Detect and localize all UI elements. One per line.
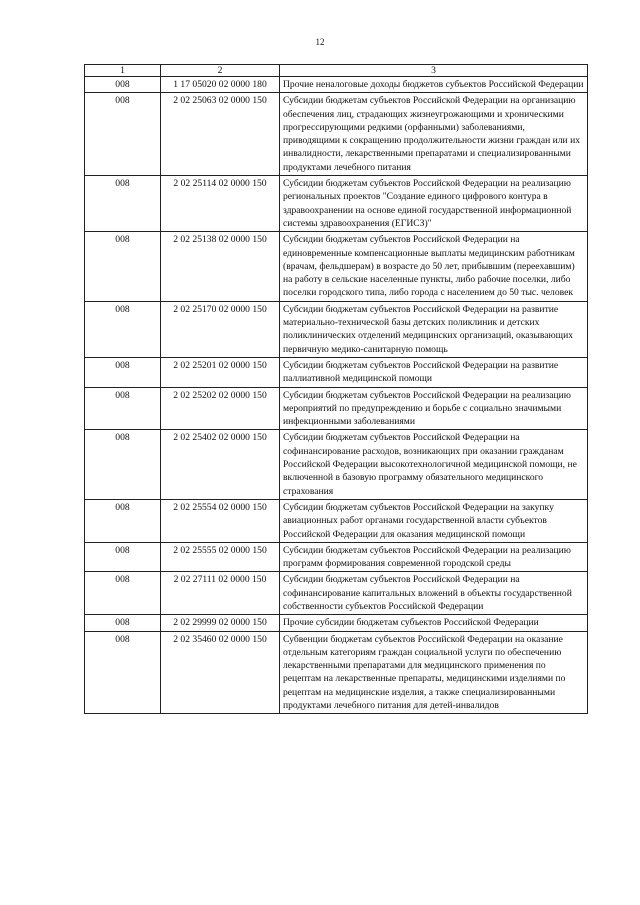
description-cell: Субсидии бюджетам субъектов Российской Федерации на софинансирование капитальных вложений в объекты государственной собственности субъектов Российской Федерации — [280, 572, 588, 615]
description-cell: Субсидии бюджетам субъектов Российской Федерации на софинансирование расходов, возникающих при оказании гражданам Российской Федерации высокотехнологичной медицинской помощи, не включенной в базовую программу обязательного медицинского страхования — [280, 430, 588, 499]
admin-code-cell: 008 — [85, 542, 161, 572]
header-col-2: 2 — [161, 65, 280, 77]
table-row — [85, 77, 588, 93]
description-cell: Субсидии бюджетам субъектов Российской Федерации на единовременные компенсационные выплаты медицинским работникам (врачам, фельдшерам) в возрасте до 50 лет, прибывшим (переехавшим) на работу в сельские населенные пункты, либо рабочие поселки, либо поселки городского типа, либо города с населением до 50 тыс. человек — [280, 232, 588, 301]
admin-code-cell: 008 — [85, 631, 161, 714]
description-cell: Субвенции бюджетам субъектов Российской Федерации на оказание отдельным категориям граждан социальной услуги по обеспечению лекарственными препаратами для медицинского применения по рецептам на лекарственные препараты, медицинскими изделиями по рецептам на медицинские изделия, а также специализированными продуктами лечебного питания для детей-инвалидов — [280, 631, 588, 714]
description-cell: Субсидии бюджетам субъектов Российской Федерации на развитие паллиативной медицинской помощи — [280, 357, 588, 387]
header-col-1: 1 — [85, 65, 161, 77]
table-row — [85, 572, 588, 615]
admin-code-cell: 008 — [85, 615, 161, 631]
revenue-code-cell: 2 02 35460 02 0000 150 — [161, 631, 280, 714]
revenue-code-cell: 2 02 25138 02 0000 150 — [161, 232, 280, 301]
table-row — [85, 615, 588, 631]
admin-code-cell: 008 — [85, 93, 161, 176]
admin-code-cell: 008 — [85, 357, 161, 387]
table-row — [85, 430, 588, 499]
admin-code-cell: 008 — [85, 176, 161, 232]
table-row — [85, 93, 588, 176]
revenue-code-cell: 2 02 25202 02 0000 150 — [161, 387, 280, 430]
revenue-code-cell: 1 17 05020 02 0000 180 — [161, 77, 280, 93]
admin-code-cell: 008 — [85, 77, 161, 93]
revenue-codes-table — [84, 64, 588, 714]
revenue-code-cell: 2 02 25201 02 0000 150 — [161, 357, 280, 387]
description-cell: Субсидии бюджетам субъектов Российской Федерации на организацию обеспечения лиц, страдающих жизнеугрожающими и хроническими прогрессирующими редкими (орфанными) заболеваниями, приводящими к сокращению продолжительности жизни граждан или их инвалидности, лекарственными препаратами и специализированными продуктами лечебного питания — [280, 93, 588, 176]
table-row — [85, 387, 588, 430]
header-row — [85, 65, 588, 77]
description-cell: Субсидии бюджетам субъектов Российской Федерации на реализацию программ формирования современной городской среды — [280, 542, 588, 572]
admin-code-cell: 008 — [85, 572, 161, 615]
description-cell: Субсидии бюджетам субъектов Российской Федерации на реализацию региональных проектов "Создание единого цифрового контура в здравоохранении на основе единой государственной информационной системы здравоохранения (ЕГИСЗ)" — [280, 176, 588, 232]
table-row — [85, 301, 588, 357]
table-row — [85, 176, 588, 232]
description-cell: Прочие субсидии бюджетам субъектов Российской Федерации — [280, 615, 588, 631]
description-cell: Субсидии бюджетам субъектов Российской Федерации на развитие материально-технической базы детских поликлиник и детских поликлинических отделений медицинских организаций, оказывающих первичную медико-санитарную помощь — [280, 301, 588, 357]
revenue-code-cell: 2 02 25063 02 0000 150 — [161, 93, 280, 176]
header-col-3: 3 — [280, 65, 588, 77]
table-row — [85, 357, 588, 387]
table-row — [85, 499, 588, 542]
revenue-code-cell: 2 02 25402 02 0000 150 — [161, 430, 280, 499]
revenue-code-cell: 2 02 25170 02 0000 150 — [161, 301, 280, 357]
revenue-code-cell: 2 02 25554 02 0000 150 — [161, 499, 280, 542]
admin-code-cell: 008 — [85, 430, 161, 499]
revenue-code-cell: 2 02 27111 02 0000 150 — [161, 572, 280, 615]
admin-code-cell: 008 — [85, 301, 161, 357]
admin-code-cell: 008 — [85, 387, 161, 430]
revenue-code-cell: 2 02 29999 02 0000 150 — [161, 615, 280, 631]
admin-code-cell: 008 — [85, 499, 161, 542]
page-number: 12 — [315, 37, 325, 47]
table-row — [85, 631, 588, 714]
revenue-code-cell: 2 02 25114 02 0000 150 — [161, 176, 280, 232]
description-cell: Субсидии бюджетам субъектов Российской Федерации на реализацию мероприятий по предупреждению и борьбе с социально значимыми инфекционными заболеваниями — [280, 387, 588, 430]
description-cell: Субсидии бюджетам субъектов Российской Федерации на закупку авиационных работ органами государственной власти субъектов Российской Федерации для оказания медицинской помощи — [280, 499, 588, 542]
table-row — [85, 542, 588, 572]
description-cell: Прочие неналоговые доходы бюджетов субъектов Российской Федерации — [280, 77, 588, 93]
revenue-code-cell: 2 02 25555 02 0000 150 — [161, 542, 280, 572]
admin-code-cell: 008 — [85, 232, 161, 301]
table-row — [85, 232, 588, 301]
